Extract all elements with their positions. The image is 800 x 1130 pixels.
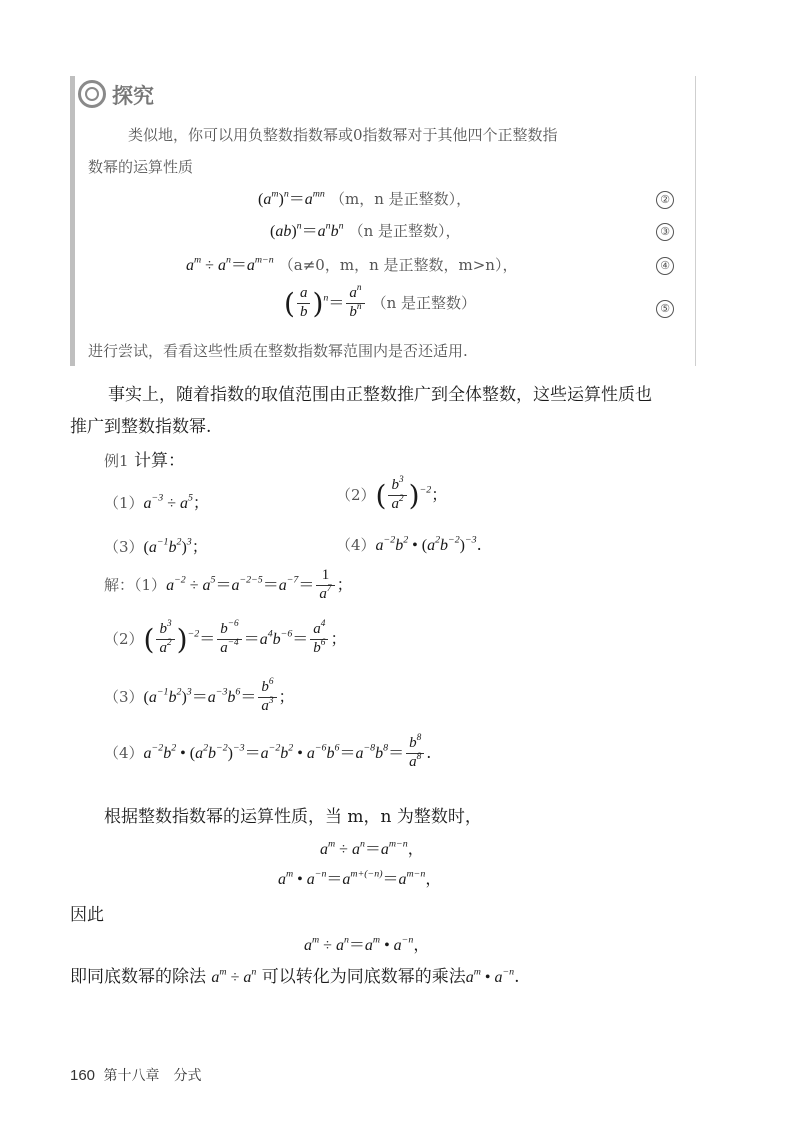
magnifier-icon xyxy=(78,80,106,108)
problem-2: （2）( $\frac{b^3}{a^2}$ )$^{-2}$； xyxy=(336,475,448,512)
example-label: 例1 xyxy=(104,452,129,470)
chapter-title: 第十八章 分式 xyxy=(103,1068,202,1084)
rule-eq-2: $a^m$ • $a^{-n}=a^{m+(-n)}=a^{m-n}$， xyxy=(278,868,442,888)
label-2: ② xyxy=(656,191,674,209)
solution-1: 解：$(1)a^{-2} \div a^5=a^{-2-5}=a^{-7}=$ $\frac{1}{a^7}$ ； xyxy=(104,567,353,602)
solution-label: 解： xyxy=(104,575,135,594)
problem-3: $(3)(a^{-1}b^2)^3$； xyxy=(104,536,208,556)
property-2: $(a^m)^n=a^{mn}$ （m，n 是正整数）， xyxy=(258,188,472,208)
rule-eq-3: $a^m \div a^n=a^m$ • $a^{-n}$， xyxy=(304,934,430,954)
property-4: $a^m \div a^n=a^{m-n}$ （a≠0，m，n 是正整数，m>n）， xyxy=(186,254,518,274)
label-5: ⑤ xyxy=(656,300,674,318)
property-2-condition: （m，n 是正整数）， xyxy=(329,190,472,208)
fact-line1: 事实上，随着指数的取值范围由正整数推广到全体整数，这些运算性质也 xyxy=(108,385,652,405)
label-3: ③ xyxy=(656,223,674,241)
fact-line2: 推广到整数指数幂. xyxy=(70,417,212,437)
problem-4: $(4)a^{-2}b^2$ • $(a^2b^{-2})^{-3}$. xyxy=(336,534,482,554)
rule-conclusion: 即同底数幂的除法 $a^m \div a^n$ 可以转化为同底数幂的乘法$a^m$ • $a^{-n}$. xyxy=(70,966,520,987)
problem-1: $(1)a^{-3} \div a^5$； xyxy=(104,492,209,512)
solution-2: （2）( $\frac{b^3}{a^2}$ )$^{-2}$＝ $\frac{b^{-6}}{a^{-4}}$ $=a^4b^{-6}=$ $\frac{a^4}{b^6}$ ； xyxy=(104,619,347,656)
explore-header xyxy=(78,80,154,110)
property-3: $(ab)^n=a^nb^n$ （n 是正整数）， xyxy=(270,220,461,240)
rule-therefore: 因此 xyxy=(70,905,104,925)
property-5-condition: （n 是正整数） xyxy=(371,293,477,312)
property-3-condition: （n 是正整数）， xyxy=(348,222,461,240)
property-5: ( $\frac{a}{b}$ )$^n$＝ $\frac{a^n}{b^n}$ （n 是正整数） xyxy=(284,283,477,320)
property-4-condition: （a≠0，m，n 是正整数，m>n）， xyxy=(278,256,518,274)
label-4: ④ xyxy=(656,257,674,275)
example-title: 计算： xyxy=(133,451,185,471)
explore-title: 探究 xyxy=(112,84,154,108)
page-number: 160 xyxy=(70,1067,96,1084)
solution-3: $(3)(a^{-1}b^2)^3=a^{-3}b^6=$ $\frac{b^6}{a^3}$ ； xyxy=(104,677,295,714)
solution-4: $(4)a^{-2}b^2$ • $(a^2b^{-2})^{-3}=a^{-2}b^2$ • $a^{-6}b^6=a^{-8}b^8=$ $\frac{b^8}{a^8}$ . xyxy=(104,733,432,770)
explore-intro-line2: 数幂的运算性质 xyxy=(88,158,194,176)
page-footer xyxy=(70,1065,201,1085)
explore-intro-line1: 类似地，你可以用负整数指数幂或0指数幂对于其他四个正整数指 xyxy=(128,126,558,144)
rule-intro: 根据整数指数幂的运算性质，当 m，n 为整数时， xyxy=(104,807,482,827)
explore-outro: 进行尝试，看看这些性质在整数指数幂范围内是否还适用. xyxy=(88,342,468,360)
rule-eq-1: $a^m \div a^n=a^{m-n}$， xyxy=(320,838,424,858)
example-heading xyxy=(104,446,185,471)
